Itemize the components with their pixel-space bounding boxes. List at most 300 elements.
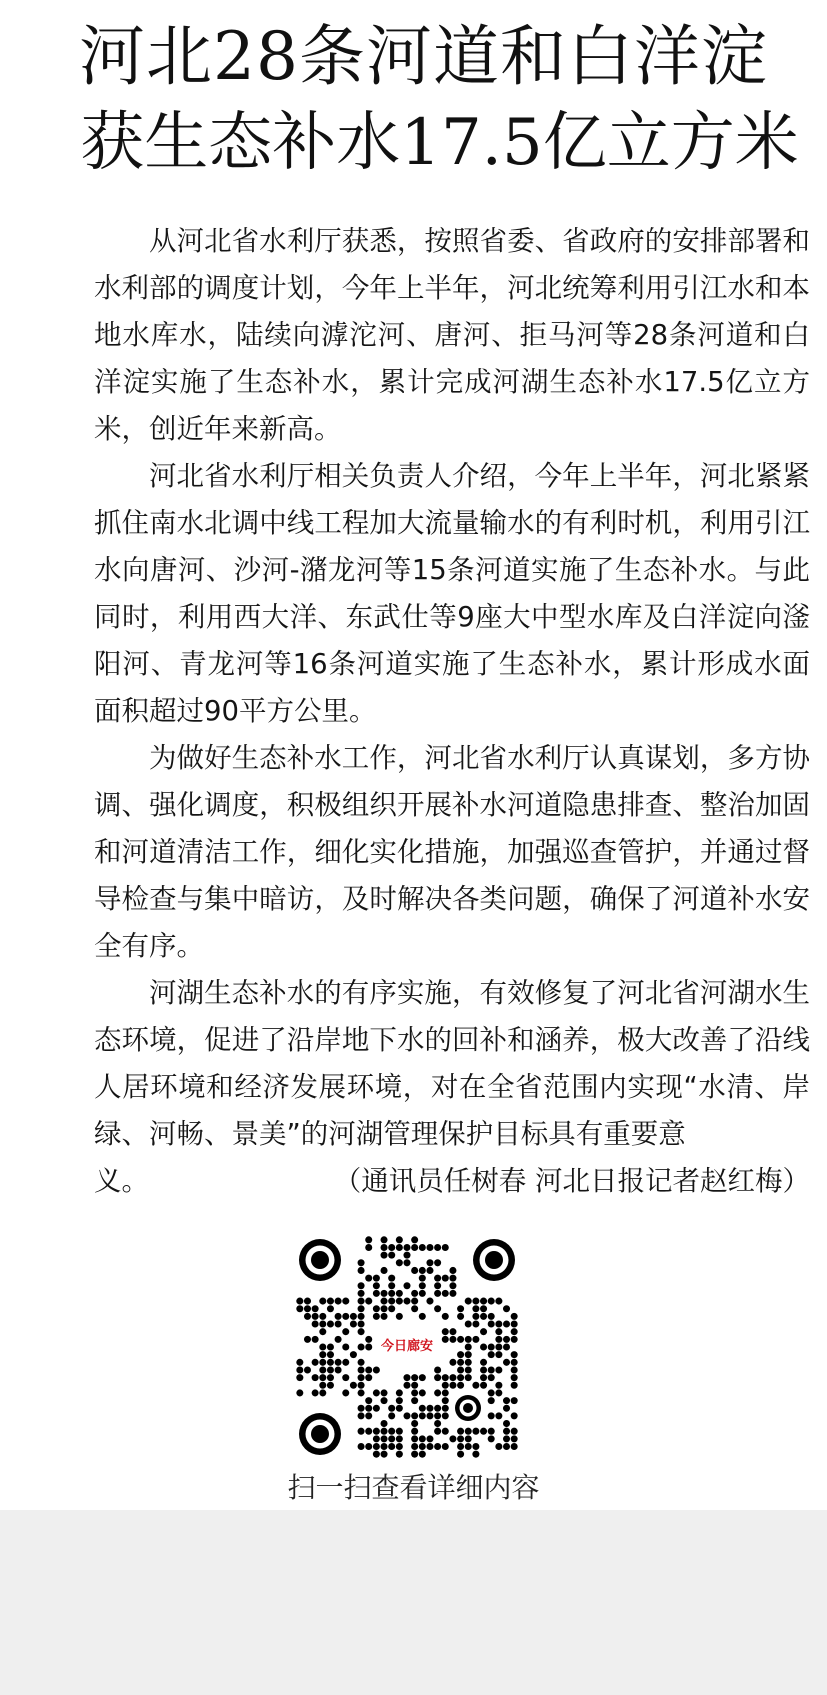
qr-module (488, 1412, 495, 1419)
qr-module (472, 1428, 479, 1435)
qr-module (503, 1435, 510, 1442)
qr-module (480, 1305, 487, 1312)
qr-module (388, 1275, 395, 1282)
qr-module (442, 1244, 449, 1251)
qr-module (381, 1389, 388, 1396)
qr-module (388, 1290, 395, 1297)
qr-caption: 扫一扫查看详细内容 (287, 1471, 540, 1504)
qr-module (442, 1389, 449, 1396)
qr-module (472, 1298, 479, 1305)
qr-module (480, 1328, 487, 1335)
qr-module (434, 1412, 441, 1419)
qr-module (511, 1328, 518, 1335)
qr-module (503, 1443, 510, 1450)
qr-module (358, 1305, 365, 1312)
qr-module (465, 1374, 472, 1381)
qr-module (396, 1389, 403, 1396)
qr-module (403, 1244, 410, 1251)
article-body (94, 218, 810, 1205)
qr-module (488, 1389, 495, 1396)
qr-module (442, 1405, 449, 1412)
qr-module (365, 1275, 372, 1282)
qr-module (358, 1343, 365, 1350)
qr-module (327, 1321, 334, 1328)
qr-module (403, 1282, 410, 1289)
qr-module (457, 1428, 464, 1435)
qr-module (342, 1328, 349, 1335)
qr-module (457, 1359, 464, 1366)
qr-module (411, 1244, 418, 1251)
qr-module (495, 1389, 502, 1396)
qr-module (419, 1443, 426, 1450)
qr-module (365, 1244, 372, 1251)
qr-finder-top-left (299, 1239, 341, 1281)
qr-module (396, 1290, 403, 1297)
qr-module (327, 1382, 334, 1389)
qr-module (495, 1328, 502, 1335)
qr-module (296, 1359, 303, 1366)
qr-module (503, 1321, 510, 1328)
qr-module (465, 1321, 472, 1328)
qr-module (350, 1351, 357, 1358)
qr-module (449, 1359, 456, 1366)
qr-module (472, 1305, 479, 1312)
qr-module (358, 1443, 365, 1450)
closing-line (94, 1158, 810, 1205)
qr-module (434, 1366, 441, 1373)
qr-module (312, 1374, 319, 1381)
qr-module (442, 1412, 449, 1419)
qr-module (465, 1366, 472, 1373)
qr-module (396, 1435, 403, 1442)
qr-module (480, 1359, 487, 1366)
qr-module (403, 1374, 410, 1381)
qr-module (296, 1366, 303, 1373)
qr-module (411, 1374, 418, 1381)
qr-module (327, 1374, 334, 1381)
qr-module (350, 1321, 357, 1328)
qr-module (434, 1259, 441, 1266)
qr-logo-text: 今日廊安 (380, 1339, 434, 1354)
qr-module (511, 1412, 518, 1419)
qr-module (465, 1336, 472, 1343)
qr-module (465, 1428, 472, 1435)
qr-module (358, 1366, 365, 1373)
qr-module (495, 1336, 502, 1343)
qr-module (373, 1282, 380, 1289)
qr-module (373, 1313, 380, 1320)
qr-module (365, 1236, 372, 1243)
qr-module (449, 1336, 456, 1343)
qr-module (396, 1405, 403, 1412)
qr-module (465, 1435, 472, 1442)
qr-module (335, 1321, 342, 1328)
qr-module (388, 1428, 395, 1435)
qr-module (381, 1443, 388, 1450)
qr-module (381, 1313, 388, 1320)
qr-module (442, 1336, 449, 1343)
qr-module (511, 1382, 518, 1389)
headline (0, 14, 827, 186)
qr-module (365, 1397, 372, 1404)
qr-module (327, 1359, 334, 1366)
qr-module (411, 1451, 418, 1458)
qr-module (381, 1428, 388, 1435)
qr-module (365, 1374, 372, 1381)
qr-module (342, 1374, 349, 1381)
qr-module (381, 1435, 388, 1442)
qr-code-graphic (296, 1236, 518, 1458)
qr-module (312, 1305, 319, 1312)
qr-module (472, 1321, 479, 1328)
qr-module (480, 1366, 487, 1373)
qr-module (296, 1298, 303, 1305)
qr-module (312, 1313, 319, 1320)
qr-module (442, 1382, 449, 1389)
qr-module (411, 1236, 418, 1243)
qr-module (472, 1443, 479, 1450)
qr-module (373, 1428, 380, 1435)
qr-module (358, 1282, 365, 1289)
qr-module (442, 1328, 449, 1335)
qr-module (296, 1389, 303, 1396)
qr-module (304, 1313, 311, 1320)
qr-module (358, 1321, 365, 1328)
qr-module (319, 1359, 326, 1366)
qr-module (319, 1389, 326, 1396)
paragraph-2: 河北省水利厅相关负责人介绍，今年上半年，河北紧紧抓住南水北调中线工程加大流量输水的有利时机，利用引江水向唐河、沙河-潴龙河等15条河道实施了生态补水。与此同时，利用西大洋、东武仕等9座大中型水库及白洋淀向滏阳河、青龙河等16条河道实施了生态补水，累计形成水面面积超过90平方公里。 (94, 460, 810, 727)
qr-module (342, 1343, 349, 1350)
qr-module (434, 1275, 441, 1282)
qr-module (411, 1443, 418, 1450)
qr-module (419, 1412, 426, 1419)
qr-module (319, 1351, 326, 1358)
qr-module (480, 1428, 487, 1435)
qr-module (488, 1298, 495, 1305)
qr-module (511, 1397, 518, 1404)
qr-module (304, 1336, 311, 1343)
qr-module (304, 1366, 311, 1373)
qr-module (488, 1321, 495, 1328)
qr-module (457, 1336, 464, 1343)
qr-module (465, 1443, 472, 1450)
qr-module (403, 1298, 410, 1305)
qr-module (511, 1435, 518, 1442)
qr-module (327, 1305, 334, 1312)
qr-module (426, 1267, 433, 1274)
qr-module (358, 1359, 365, 1366)
qr-module (419, 1275, 426, 1282)
qr-module (403, 1382, 410, 1389)
qr-module (342, 1359, 349, 1366)
qr-module (426, 1412, 433, 1419)
qr-module (411, 1298, 418, 1305)
qr-module (495, 1351, 502, 1358)
qr-module (411, 1267, 418, 1274)
qr-module (312, 1359, 319, 1366)
qr-module (396, 1443, 403, 1450)
qr-module (373, 1366, 380, 1373)
qr-module (342, 1298, 349, 1305)
qr-module (358, 1382, 365, 1389)
qr-module (488, 1313, 495, 1320)
qr-module (465, 1359, 472, 1366)
qr-module (511, 1366, 518, 1373)
qr-module (327, 1351, 334, 1358)
qr-module (419, 1405, 426, 1412)
qr-module (488, 1374, 495, 1381)
qr-module (304, 1305, 311, 1312)
qr-module (419, 1267, 426, 1274)
qr-module (373, 1443, 380, 1450)
qr-module (365, 1428, 372, 1435)
qr-module (411, 1397, 418, 1404)
qr-module (434, 1305, 441, 1312)
qr-module (327, 1366, 334, 1373)
qr-module (495, 1366, 502, 1373)
qr-module (411, 1290, 418, 1297)
qr-module (312, 1336, 319, 1343)
qr-module (457, 1374, 464, 1381)
qr-module (365, 1443, 372, 1450)
qr-module (327, 1298, 334, 1305)
qr-module (511, 1351, 518, 1358)
qr-code[interactable] (296, 1236, 518, 1458)
qr-module (350, 1382, 357, 1389)
qr-module (381, 1420, 388, 1427)
qr-finder-bottom-left (299, 1413, 341, 1455)
qr-module (472, 1451, 479, 1458)
qr-module (388, 1252, 395, 1259)
qr-module (503, 1343, 510, 1350)
qr-module (381, 1236, 388, 1243)
qr-module (358, 1374, 365, 1381)
qr-module (465, 1343, 472, 1350)
qr-module (411, 1305, 418, 1312)
qr-module (488, 1397, 495, 1404)
qr-module (335, 1366, 342, 1373)
qr-module (319, 1374, 326, 1381)
qr-module (503, 1397, 510, 1404)
qr-module (511, 1374, 518, 1381)
qr-module (480, 1343, 487, 1350)
qr-module (388, 1298, 395, 1305)
qr-module (503, 1305, 510, 1312)
paragraph-4-tail: 义。 (94, 1165, 149, 1197)
qr-module (495, 1343, 502, 1350)
qr-module (388, 1405, 395, 1412)
qr-module (365, 1343, 372, 1350)
qr-module (403, 1412, 410, 1419)
qr-module (434, 1420, 441, 1427)
qr-module (457, 1435, 464, 1442)
qr-module (358, 1313, 365, 1320)
qr-module (488, 1343, 495, 1350)
qr-module (411, 1428, 418, 1435)
qr-module (373, 1435, 380, 1442)
qr-module (472, 1336, 479, 1343)
qr-module (434, 1282, 441, 1289)
qr-alignment-pattern (455, 1395, 481, 1421)
qr-module (442, 1313, 449, 1320)
qr-module (495, 1412, 502, 1419)
qr-module (434, 1389, 441, 1396)
qr-module (358, 1389, 365, 1396)
qr-module (442, 1275, 449, 1282)
qr-module (457, 1313, 464, 1320)
qr-module (465, 1351, 472, 1358)
qr-module (457, 1366, 464, 1373)
qr-module (350, 1313, 357, 1320)
qr-module (365, 1412, 372, 1419)
qr-module (488, 1435, 495, 1442)
qr-module (373, 1275, 380, 1282)
qr-module (388, 1305, 395, 1312)
qr-module (411, 1420, 418, 1427)
qr-module (312, 1389, 319, 1396)
qr-module (319, 1343, 326, 1350)
qr-module (381, 1305, 388, 1312)
qr-module (419, 1313, 426, 1320)
qr-module (434, 1428, 441, 1435)
qr-module (442, 1374, 449, 1381)
qr-module (449, 1435, 456, 1442)
qr-module (511, 1443, 518, 1450)
qr-module (457, 1451, 464, 1458)
qr-module (511, 1313, 518, 1320)
qr-module (419, 1451, 426, 1458)
byline: （通讯员任树春 河北日报记者赵红梅） (333, 1165, 810, 1197)
qr-module (381, 1451, 388, 1458)
qr-module (396, 1397, 403, 1404)
qr-module (319, 1366, 326, 1373)
qr-module (381, 1252, 388, 1259)
qr-module (312, 1321, 319, 1328)
qr-module (403, 1259, 410, 1266)
qr-module (457, 1382, 464, 1389)
qr-module (403, 1252, 410, 1259)
qr-module (365, 1366, 372, 1373)
qr-finder-top-right (473, 1239, 515, 1281)
qr-module (396, 1451, 403, 1458)
qr-module (449, 1282, 456, 1289)
qr-module (358, 1259, 365, 1266)
qr-module (442, 1443, 449, 1450)
qr-module (434, 1374, 441, 1381)
qr-module (335, 1313, 342, 1320)
qr-module (296, 1305, 303, 1312)
qr-module (442, 1428, 449, 1435)
qr-module (373, 1305, 380, 1312)
qr-module (373, 1389, 380, 1396)
qr-module (358, 1412, 365, 1419)
qr-module (503, 1336, 510, 1343)
qr-module (511, 1428, 518, 1435)
qr-module (488, 1366, 495, 1373)
paragraph-3: 为做好生态补水工作，河北省水利厅认真谋划，多方协调、强化调度，积极组织开展补水河道隐患排查、整治加固和河道清洁工作，细化实化措施，加强巡查管护，并通过督导检查与集中暗访，及时解决各类问题，确保了河道补水安全有序。 (94, 742, 810, 962)
qr-module (419, 1374, 426, 1381)
qr-module (449, 1328, 456, 1335)
qr-module (319, 1321, 326, 1328)
qr-module (335, 1298, 342, 1305)
qr-module (442, 1290, 449, 1297)
qr-module (419, 1244, 426, 1251)
qr-module (335, 1359, 342, 1366)
qr-module (434, 1290, 441, 1297)
qr-module (388, 1282, 395, 1289)
headline-line-1: 河北28条河道和白洋淀 (79, 18, 768, 95)
qr-module (319, 1298, 326, 1305)
qr-module (381, 1298, 388, 1305)
qr-module (388, 1435, 395, 1442)
qr-module (495, 1321, 502, 1328)
qr-module (480, 1313, 487, 1320)
qr-module (426, 1405, 433, 1412)
qr-module (495, 1443, 502, 1450)
qr-module (381, 1267, 388, 1274)
qr-module (396, 1236, 403, 1243)
qr-module (434, 1244, 441, 1251)
qr-module (426, 1443, 433, 1450)
qr-module (511, 1359, 518, 1366)
qr-module (396, 1298, 403, 1305)
qr-module (388, 1244, 395, 1251)
qr-module (472, 1382, 479, 1389)
qr-module (426, 1435, 433, 1442)
qr-module (419, 1290, 426, 1297)
qr-module (503, 1420, 510, 1427)
qr-module (495, 1298, 502, 1305)
qr-module (426, 1259, 433, 1266)
qr-module (335, 1336, 342, 1343)
qr-module (480, 1382, 487, 1389)
qr-module (488, 1351, 495, 1358)
paragraph-1: 从河北省水利厅获悉，按照省委、省政府的安排部署和水利部的调度计划，今年上半年，河北统筹利用引江水和本地水库水，陆续向滹沱河、唐河、拒马河等28条河道和白洋淀实施了生态补水，累计完成河湖生态补水17.5亿立方米，创近年来新高。 (94, 225, 810, 445)
qr-module (396, 1259, 403, 1266)
qr-module (381, 1290, 388, 1297)
qr-module (419, 1282, 426, 1289)
qr-module (319, 1382, 326, 1389)
qr-module (449, 1275, 456, 1282)
qr-module (365, 1405, 372, 1412)
qr-module (511, 1336, 518, 1343)
qr-module (342, 1313, 349, 1320)
qr-module (381, 1244, 388, 1251)
qr-module (503, 1405, 510, 1412)
qr-module (373, 1290, 380, 1297)
qr-module (411, 1382, 418, 1389)
qr-module (358, 1267, 365, 1274)
qr-module (388, 1443, 395, 1450)
qr-module (358, 1290, 365, 1297)
qr-module (358, 1298, 365, 1305)
qr-module (488, 1428, 495, 1435)
qr-module (511, 1321, 518, 1328)
qr-module (304, 1298, 311, 1305)
qr-module (449, 1382, 456, 1389)
qr-module (442, 1397, 449, 1404)
qr-module (449, 1267, 456, 1274)
qr-module (426, 1244, 433, 1251)
qr-module (472, 1313, 479, 1320)
qr-module (365, 1298, 372, 1305)
qr-module (457, 1351, 464, 1358)
qr-module (342, 1389, 349, 1396)
qr-module (411, 1435, 418, 1442)
qr-module (373, 1451, 380, 1458)
qr-module (319, 1313, 326, 1320)
qr-module (449, 1290, 456, 1297)
